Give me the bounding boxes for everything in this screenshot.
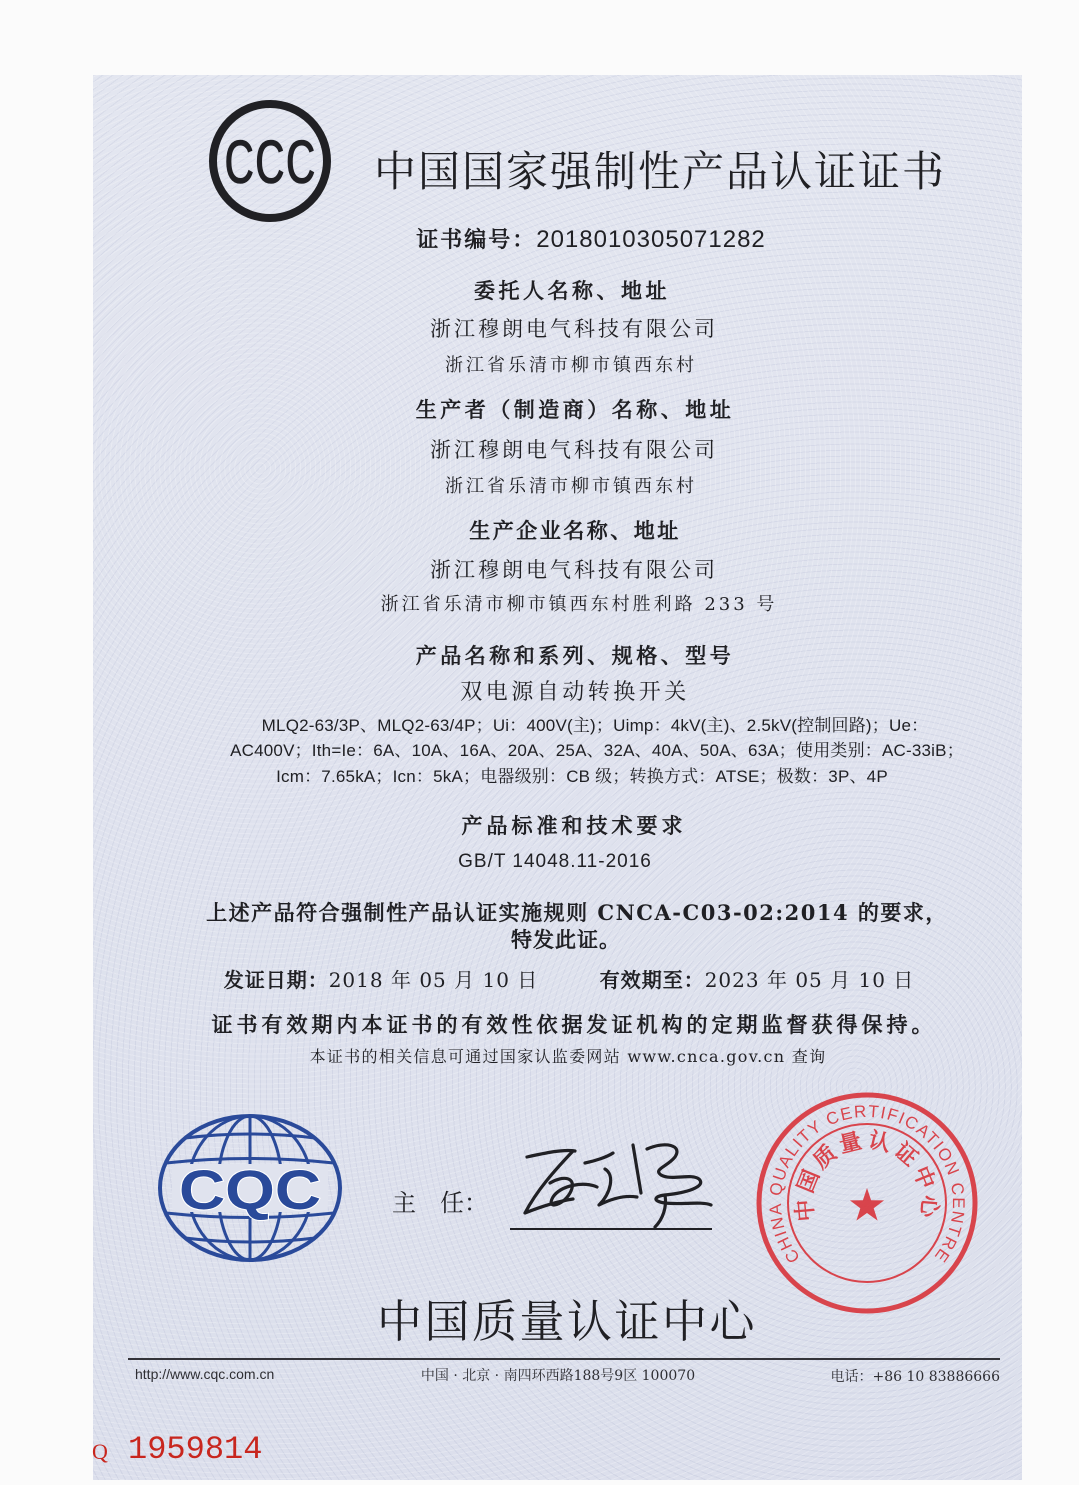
product-spec-line: Icm：7.65kA；Icn：5kA；电器级别：CB 级；转换方式：ATSE；极数：3P、4P	[276, 767, 888, 786]
footer-address: 中国 · 北京 · 南四环西路188号9区 100070	[420, 1368, 696, 1384]
expiry-date-group	[557, 966, 957, 994]
seal-star-icon	[850, 1188, 884, 1221]
product-heading: 产品名称和系列、规格、型号	[415, 643, 735, 668]
issue-date-value: 2018 年 05 月 10 日	[328, 968, 539, 992]
product-spec-line: AC400V；Ith=Ie：6A、10A、16A、20A、25A、32A、40A、50A、63A；使用类别：AC-33iB；	[230, 741, 964, 760]
signature-stroke	[599, 1169, 637, 1205]
standard-heading: 产品标准和技术要求	[461, 813, 687, 838]
signature-line	[510, 1228, 712, 1230]
manufacturer-heading: 生产者（制造商）名称、地址	[415, 397, 735, 422]
manufacturer-name: 浙江穆朗电气科技有限公司	[430, 438, 718, 462]
seal-english-arc: CHINA QUALITY CERTIFICATION CENTRE	[765, 1101, 969, 1267]
official-seal	[752, 1088, 982, 1318]
factory-name: 浙江穆朗电气科技有限公司	[430, 558, 718, 582]
signature-stroke	[647, 1145, 711, 1205]
applicant-address: 浙江省乐清市柳市镇西东村	[445, 355, 697, 376]
compliance-statement-closing: 特发此证。	[511, 927, 621, 952]
product-name: 双电源自动转换开关	[460, 680, 690, 705]
factory-heading: 生产企业名称、地址	[469, 518, 681, 543]
ccc-logo-text: CCC	[224, 126, 316, 198]
applicant-name: 浙江穆朗电气科技有限公司	[430, 317, 718, 341]
validity-note: 证书有效期内本证书的有效性依据发证机构的定期监督获得保持。	[211, 1012, 937, 1037]
compliance-statement: 上述产品符合强制性产品认证实施规则 CNCA-C03-02:2014 的要求，	[206, 900, 948, 925]
issue-date-label: 发证日期：	[223, 968, 329, 992]
director-label: 主 任：	[392, 1189, 488, 1217]
certificate-title: 中国国家强制性产品认证证书	[373, 147, 946, 196]
cert-number-label: 证书编号：	[416, 227, 537, 253]
factory-address: 浙江省乐清市柳市镇西东村胜利路 233 号	[380, 594, 778, 615]
seal-chinese-arc: 中国质量认证中心	[791, 1126, 943, 1223]
cqc-logo-text: CQC	[179, 1158, 321, 1221]
manufacturer-address: 浙江省乐清市柳市镇西东村	[445, 476, 697, 497]
issue-date-group	[181, 966, 581, 994]
info-note: 本证书的相关信息可通过国家认监委网站 www.cnca.gov.cn 查询	[309, 1047, 827, 1066]
signature-stroke	[633, 1145, 641, 1193]
footer-website: http://www.cqc.com.cn	[135, 1366, 275, 1382]
applicant-heading: 委托人名称、地址	[474, 278, 670, 303]
standard-value: GB/T 14048.11-2016	[458, 851, 652, 872]
serial-prefix: Q	[92, 1439, 108, 1464]
issuer-name: 中国质量认证中心	[376, 1295, 757, 1348]
signature-stroke	[585, 1153, 613, 1163]
cqc-logo	[150, 1108, 350, 1268]
expiry-date-value: 2023 年 05 月 10 日	[704, 968, 915, 992]
cert-number-value: 2018010305071282	[536, 226, 766, 253]
product-spec-line: MLQ2-63/3P、MLQ2-63/4P；Ui：400V(主)；Uimp：4kV(主)、2.5kV(控制回路)；Ue：	[261, 716, 929, 735]
serial-number: 1959814	[128, 1431, 263, 1468]
director-signature	[515, 1135, 715, 1230]
footer-phone: 电话：+86 10 83886666	[830, 1369, 1000, 1385]
footer-divider	[128, 1358, 1000, 1360]
ccc-logo	[205, 97, 335, 227]
cert-number-row	[161, 225, 1021, 256]
expiry-date-label: 有效期至：	[599, 968, 705, 992]
